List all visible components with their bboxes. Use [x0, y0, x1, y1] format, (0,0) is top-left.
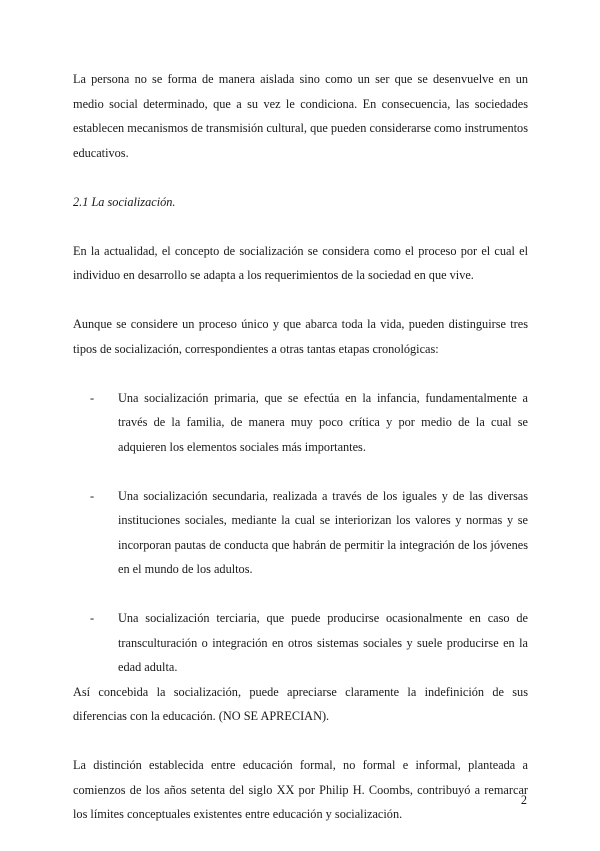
list-item [73, 606, 528, 680]
list-item-text: Una socialización terciaria, que puede producirse ocasionalmente en caso de transculturación o integración en otros sistemas sociales y suele producirse en la edad adulta. [118, 611, 528, 674]
list-bullet: - [90, 390, 95, 405]
list-bullet: - [90, 611, 95, 625]
document-body [73, 67, 528, 851]
page-number: 2 [520, 793, 527, 807]
paragraph-distinction: La distinción establecida entre educación formal, no formal e informal, planteada a comienzos de los años setenta del siglo XX por Philip H. Coombs, contribuyó a remarcar los límites conceptuales existentes entre educación y socialización. [73, 758, 528, 821]
list-item-text: Una socialización secundaria, realizada a través de los iguales y de las diversas instituciones sociales, mediante la cual se interiorizan los valores y normas y se incorporan pautas de conducta que habrán de permitir la integración de los jóvenes en el mundo de los adultos. [118, 488, 528, 576]
list-item [73, 484, 528, 582]
socialization-types-list [73, 386, 528, 680]
paragraph-types: Aunque se considere un proceso único y que abarca toda la vida, pueden distinguirse tres tipos de socialización, correspondientes a otras tantas etapas cronológicas: [73, 317, 528, 356]
list-item [73, 386, 528, 460]
paragraph-definition: En la actualidad, el concepto de socialización se considera como el proceso por el cual el individuo en desarrollo se adapta a los requerimientos de la sociedad en que vive. [73, 243, 528, 282]
paragraph-conceived: Así concebida la socialización, puede apreciarse claramente la indefinición de sus diferencias con la educación. (NO SE APRECIAN). [73, 684, 528, 723]
section-heading: 2.1 La socialización. [73, 194, 176, 209]
list-item-text: Una socialización primaria, que se efectúa en la infancia, fundamentalmente a través de la familia, de manera muy poco crítica y por medio de la cual se adquieren los elementos sociales más importantes. [118, 390, 528, 454]
paragraph-intro: La persona no se forma de manera aislada sino como un ser que se desenvuelve en un medio social determinado, que a su vez le condiciona. En consecuencia, las sociedades establecen mecanismos de transmisión cultural, que pueden considerarse como instrumentos educativos. [73, 72, 528, 160]
list-bullet: - [90, 488, 95, 503]
